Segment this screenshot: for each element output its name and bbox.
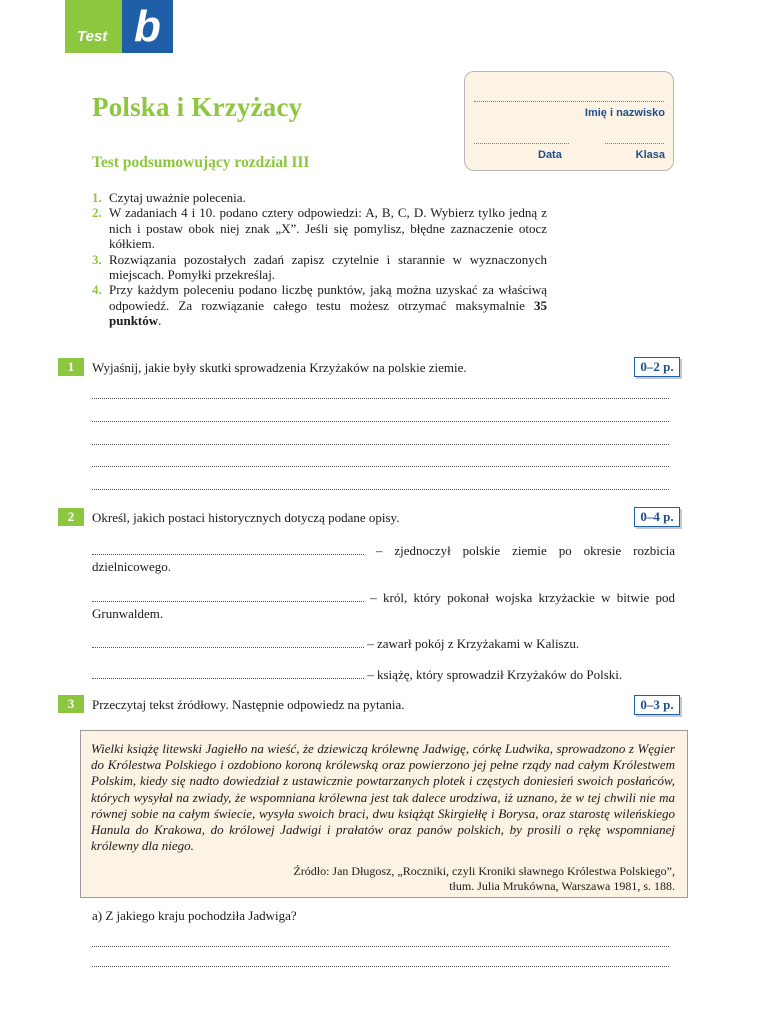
instruction-item: 2. W zadaniach 4 i 10. podano cztery odpowiedzi: A, B, C, D. Wybierz tylko jedną z nich i postaw obok niej znak „X”. Jeśli się pomylisz, błędne zaznaczenie otocz kółkiem. bbox=[92, 205, 547, 252]
source-citation: Źródło: Jan Długosz, „Roczniki, czyli Kroniki sławnego Królestwa Polskiego”, tłum. Julia Mrukówna, Warszawa 1981, s. 188. bbox=[293, 864, 675, 894]
answer-line[interactable] bbox=[92, 421, 669, 422]
date-label: Data bbox=[538, 149, 562, 161]
sub-question: a) Z jakiego kraju pochodziła Jadwiga? bbox=[92, 908, 297, 923]
answer-line[interactable] bbox=[92, 554, 364, 555]
description-item: – zawarł pokój z Krzyżakami w Kaliszu. bbox=[92, 636, 675, 652]
answer-line[interactable] bbox=[92, 466, 669, 467]
task-question: Przeczytaj tekst źródłowy. Następnie odpowiedz na pytania. bbox=[92, 697, 405, 712]
answer-line[interactable] bbox=[92, 966, 669, 967]
name-label: Imię i nazwisko bbox=[584, 107, 665, 119]
task-number: 1 bbox=[58, 358, 84, 376]
class-label: Klasa bbox=[635, 149, 665, 161]
task-question: Określ, jakich postaci historycznych dotyczą podane opisy. bbox=[92, 510, 400, 525]
name-field[interactable] bbox=[474, 101, 664, 102]
instructions-list bbox=[92, 190, 547, 329]
instruction-item: 3. Rozwiązania pozostałych zadań zapisz czytelnie i starannie w wyznaczonych miejscach. Pomyłki przekreślaj. bbox=[92, 251, 547, 283]
publisher-logo: b bbox=[122, 0, 173, 53]
task-question: Wyjaśnij, jakie były skutki sprowadzenia Krzyżaków na polskie ziemie. bbox=[92, 360, 467, 375]
answer-line[interactable] bbox=[92, 444, 669, 445]
points-box: 0–4 p. bbox=[634, 507, 680, 527]
test-badge: Test bbox=[65, 0, 122, 53]
task-number: 3 bbox=[58, 695, 84, 713]
answer-line[interactable] bbox=[92, 489, 669, 490]
points-box: 0–3 p. bbox=[634, 695, 680, 715]
description-item: – książę, który sprowadził Krzyżaków do Polski. bbox=[92, 667, 675, 683]
answer-line[interactable] bbox=[92, 678, 364, 679]
page-subtitle: Test podsumowujący rozdział III bbox=[92, 154, 310, 171]
answer-line[interactable] bbox=[92, 647, 364, 648]
answer-line[interactable] bbox=[92, 601, 364, 602]
task-number: 2 bbox=[58, 508, 84, 526]
points-box: 0–2 p. bbox=[634, 357, 680, 377]
answer-line[interactable] bbox=[92, 398, 669, 399]
source-text-box bbox=[80, 730, 688, 898]
student-info-box bbox=[464, 71, 674, 171]
date-field[interactable] bbox=[474, 143, 569, 144]
instruction-item: 1. Czytaj uważnie polecenia. bbox=[92, 190, 246, 205]
answer-line[interactable] bbox=[92, 946, 669, 947]
page-title: Polska i Krzyżacy bbox=[92, 92, 303, 122]
description-item: – zjednoczył polskie ziemie po okresie rozbicia dzielnicowego. bbox=[92, 543, 676, 574]
description-item: – król, który pokonał wojska krzyżackie w bitwie pod Grunwaldem. bbox=[92, 590, 676, 621]
class-field[interactable] bbox=[605, 143, 664, 144]
instruction-item: 4. Przy każdym poleceniu podano liczbę punktów, jaką można uzyskać za właściwą odpowiedź. Za rozwiązanie całego testu możesz otrzymać maksymalnie 35 punktów. bbox=[92, 282, 547, 329]
source-text: Wielki książę litewski Jagiełło na wieść, że dziewiczą królewnę Jadwigę, córkę Ludwika, sprowadzono z Węgier do Królestwa Polskiego i ozdobiono koroną królewską oraz powierzono jej pełne rządy nad całym Królestwem Polskim, kiedy się nadto dowiedział z ustawicznie powtarzanych plotek i częstych doniesień swoich posłańców, których wysyłał na zwiady, że wspomniana królewna jest tak dalece urodziwa, iż uznano, że w tej chwili nie ma równej sobie na całym świecie, wysyła swoich braci, dwu książąt Skirgiełłę i Borysa, oraz starostę wileńskiego Hanula do Krakowa, do królowej Jadwigi i prałatów oraz panów polskich, by prosili o rękę wspomnianej królewny dla niego. bbox=[91, 741, 675, 854]
